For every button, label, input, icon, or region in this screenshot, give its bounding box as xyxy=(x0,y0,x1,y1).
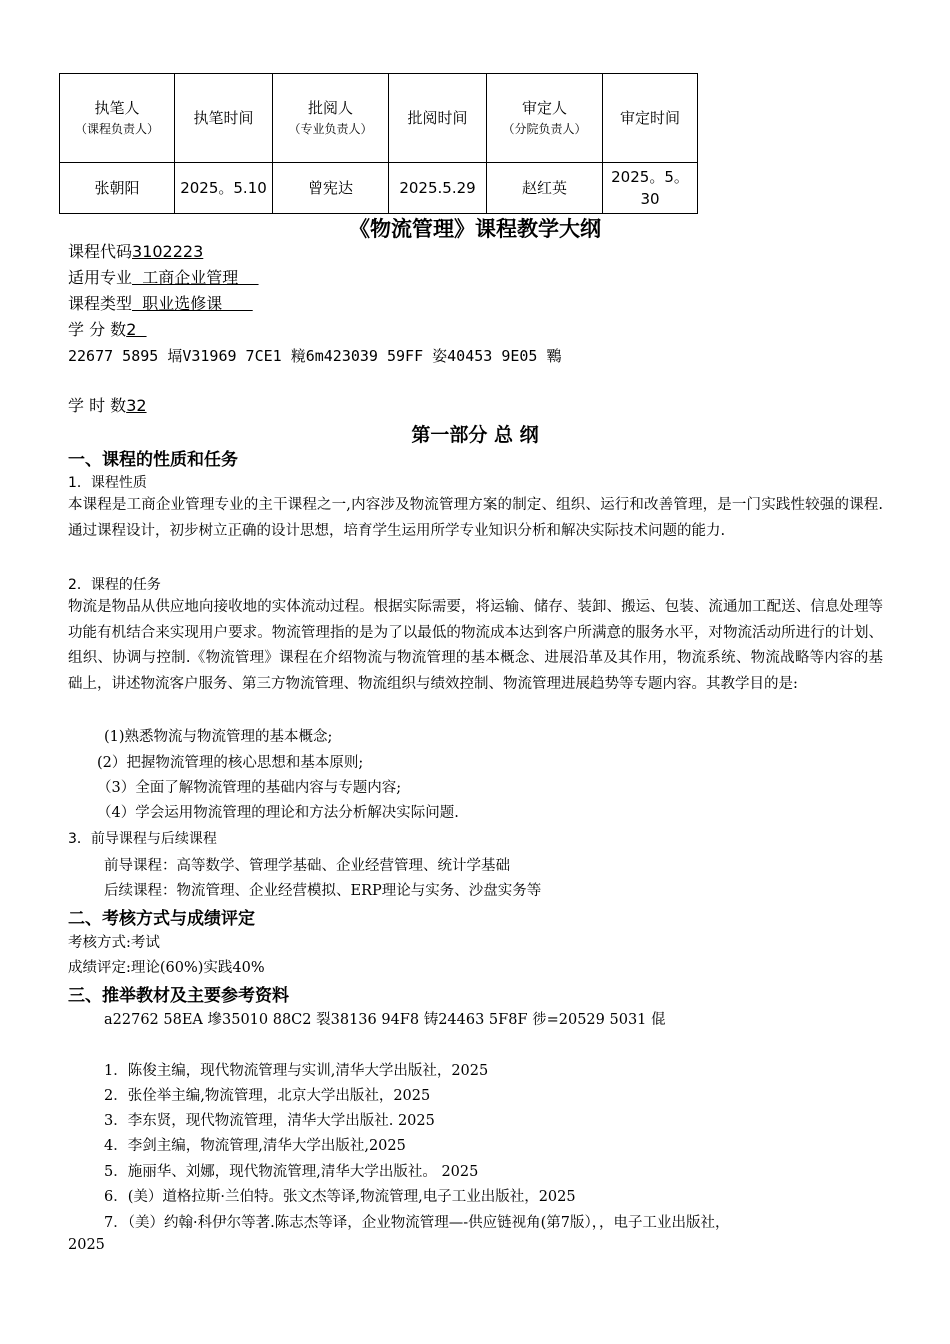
course-code-value: 3102223 xyxy=(132,242,204,261)
credit-line xyxy=(68,318,147,342)
approver-header: 审定人 （分院负责人） xyxy=(487,74,603,163)
garbled-text-line: 22677 5895 塥V31969 7CE1 糡6m423039 59FF 姿40453 9E05 鸅 xyxy=(68,347,562,365)
credit-label: 学 分 数 xyxy=(68,320,127,339)
grade-evaluation xyxy=(68,956,265,977)
goal-item-1: (1)熟悉物流与物流管理的基本概念; xyxy=(104,729,333,745)
major-line xyxy=(68,266,259,290)
writer-value: 张朝阳 xyxy=(60,163,175,214)
reviewer-header: 批阅人 （专业负责人） xyxy=(273,74,389,163)
reviewer-value: 曾宪达 xyxy=(273,163,389,214)
course-task-paragraph: 物流是物品从供应地向接收地的实体流动过程。根据实际需要，将运输、储存、装卸、搬运、包装、流通加工配送、信息处理等功能有机结合来实现用户要求。物流管理指的是为了以最低的物流成本达到客户所满意的服务水平，对物流活动所进行的计划、组织、协调与控制.《物流管理》课程在介绍物流与物流管理的基本概念、进展沿革及其作用，物流系统、物流战略等内容的基础上，讲述物流客户服务、第三方物流管理、物流组织与绩效控制、物流管理进展趋势等专题内容。其教学目的是: xyxy=(68,599,883,692)
hours-value: 32 xyxy=(126,396,147,415)
approve-time-value: 2025。5。30 xyxy=(603,163,698,214)
major-label: 适用专业 xyxy=(68,268,133,287)
exam-method-value: :考试 xyxy=(126,935,160,951)
hours-line xyxy=(68,394,147,418)
course-type-value: 职业选修课 xyxy=(132,294,253,313)
reference-item: 4．李剑主编，物流管理,清华大学出版社,2025 xyxy=(104,1138,406,1154)
section-1-sub-1: 1．课程性质 xyxy=(68,475,147,491)
approver-value: 赵红英 xyxy=(487,163,603,214)
course-type-label: 课程类型 xyxy=(68,294,133,313)
followup-courses: 后续课程：物流管理、企业经营模拟、ERP理论与实务、沙盘实务等 xyxy=(104,883,542,899)
credit-value: 2 xyxy=(126,320,147,339)
reference-item: 6．(美）道格拉斯·兰伯特。张文杰等译,物流管理,电子工业出版社，2025 xyxy=(104,1189,576,1205)
write-time-header: 执笔时间 xyxy=(175,74,273,163)
review-time-value: 2025.5.29 xyxy=(389,163,487,214)
grade-evaluation-label: 成绩评定 xyxy=(68,960,126,976)
exam-method-label: 考核方式 xyxy=(68,935,126,951)
write-time-value: 2025。5.10 xyxy=(175,163,273,214)
goal-item-3: （3）全面了解物流管理的基础内容与专题内容; xyxy=(97,780,402,796)
section-1-heading: 一、课程的性质和任务 xyxy=(68,450,238,470)
writer-header: 执笔人 （课程负责人） xyxy=(60,74,175,163)
reference-item: 5．施丽华、刘娜，现代物流管理,清华大学出版社。 2025 xyxy=(104,1164,479,1180)
part-one-title: 第一部分 总 纲 xyxy=(411,424,539,446)
grade-evaluation-value: :理论(60%)实践40% xyxy=(126,960,265,976)
signature-value-row xyxy=(60,163,698,214)
section-2-heading: 二、考核方式与成绩评定 xyxy=(68,909,255,929)
review-time-header: 批阅时间 xyxy=(389,74,487,163)
garbled-text-line-2: a22762 58EA 墋35010 88C2 裂38136 94F8 铸24463 5F8F 徏=20529 5031 倱 xyxy=(104,1012,666,1028)
goal-item-4: （4）学会运用物流管理的理论和方法分析解决实际问题. xyxy=(97,805,459,821)
document-title: 《物流管理》课程教学大纲 xyxy=(349,217,601,241)
section-1-sub-3: 3．前导课程与后续课程 xyxy=(68,831,217,847)
section-3-heading: 三、推举教材及主要参考资料 xyxy=(68,986,289,1006)
exam-method xyxy=(68,931,160,952)
signature-table xyxy=(59,73,698,214)
reference-item: 2．张佺举主编,物流管理，北京大学出版社，2025 xyxy=(104,1088,431,1104)
course-type-line xyxy=(68,292,253,316)
course-code-line xyxy=(68,240,203,264)
course-nature-paragraph: 本课程是工商企业管理专业的主干课程之一,内容涉及物流管理方案的制定、组织、运行和改善管理，是一门实践性较强的课程.通过课程设计，初步树立正确的设计思想，培育学生运用所学专业知识分析和解决实际技术问题的能力. xyxy=(68,497,883,539)
course-code-label: 课程代码 xyxy=(68,242,133,261)
goal-item-2: (2）把握物流管理的核心思想和基本原则; xyxy=(97,755,364,771)
reference-item: 3．李东贤，现代物流管理，清华大学出版社. 2025 xyxy=(104,1113,435,1129)
reference-item: 7．（美）约翰·科伊尔等著.陈志杰等译，企业物流管理—-供应链视角(第7版），，电子工业出版社， xyxy=(104,1215,730,1231)
major-value: 工商企业管理 xyxy=(132,268,259,287)
approve-time-header: 审定时间 xyxy=(603,74,698,163)
reference-item: 1．陈俊主编，现代物流管理与实训,清华大学出版社，2025 xyxy=(104,1063,489,1079)
prerequisite-courses: 前导课程：高等数学、管理学基础、企业经营管理、统计学基础 xyxy=(104,858,510,874)
section-1-sub-2: 2．课程的任务 xyxy=(68,577,161,593)
reference-item-continuation: 2025 xyxy=(68,1237,105,1253)
hours-label: 学 时 数 xyxy=(68,396,127,415)
signature-header-row xyxy=(60,74,698,163)
